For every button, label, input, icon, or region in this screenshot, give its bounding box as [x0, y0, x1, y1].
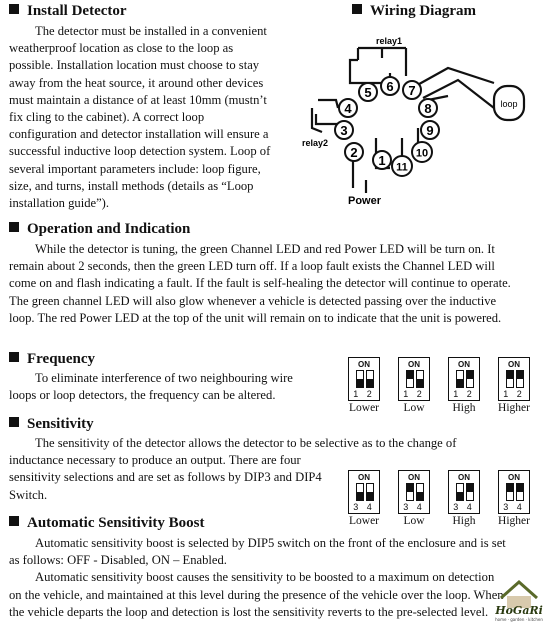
loop-coil	[494, 86, 524, 120]
text-line: weatherproof location as close to the loop as	[9, 41, 234, 56]
power-label: Power	[348, 195, 382, 207]
text-line: remain about 2 seconds, then the green LED turn off. If a loop fault exists the Channel LED will	[9, 259, 495, 274]
dip-switch-1	[506, 370, 514, 388]
terminal-2	[345, 143, 363, 161]
terminal-3	[335, 121, 353, 139]
svg-text:3: 3	[340, 123, 348, 138]
sensitivity-dip-low	[398, 470, 430, 514]
frequency-dip-low	[398, 357, 430, 401]
dip-switch-knob	[517, 484, 523, 492]
wiring-diagram	[298, 28, 538, 213]
frequency-dip-lower	[348, 357, 380, 401]
sensitivity-dip-settings	[344, 470, 544, 530]
terminal-7	[403, 81, 421, 99]
text-line: inductance necessary to produce an output. There are four	[9, 453, 301, 468]
dip-switch-knob	[407, 484, 413, 492]
text-line: the vehicle departs the loop and detection is lost the sensitivity reverts to the pre-selected level.	[9, 604, 489, 619]
frequency-dip-high	[448, 357, 480, 401]
relay1-label: relay1	[376, 36, 403, 46]
bullet-square-icon	[9, 4, 19, 14]
bullet-square-icon	[352, 4, 362, 14]
dip-on-label: ON	[458, 473, 470, 482]
dip-switch-knob	[407, 371, 413, 379]
text-line: The sensitivity of the detector allows the detector to be selective as to the change of	[35, 436, 457, 450]
svg-text:2: 2	[350, 145, 358, 160]
dip-switch-knob	[507, 371, 513, 379]
text-line: Automatic sensitivity boost is selected by DIP5 switch on the front of the enclosure and is set	[35, 536, 506, 550]
dip-numbers: 1 2	[453, 389, 475, 399]
dip-switch-knob	[357, 379, 363, 387]
dip-switch-2	[466, 370, 474, 388]
sensitivity-dip-high	[448, 470, 480, 514]
dip-setting-label: Low	[403, 515, 425, 527]
dip-on-label: ON	[508, 360, 520, 369]
dip-switch-knob	[507, 484, 513, 492]
frequency-dip-settings	[344, 357, 544, 417]
text-line: loops or loop detectors, the frequency can be altered.	[9, 388, 276, 403]
text-line: possible. Installation location must choose to stay	[9, 58, 260, 73]
dip-switch-1	[356, 483, 364, 501]
dip-switch-knob	[357, 492, 363, 500]
dip-on-label: ON	[358, 360, 370, 369]
text-line: Automatic sensitivity boost causes the sensitivity to be boosted to a maximum on detection	[35, 570, 495, 585]
text-line: loop. The red Power LED at the top of the unit will remain on to indicate that the unit is powered.	[9, 310, 502, 325]
dip-numbers: 1 2	[353, 389, 375, 399]
text-line: size, and turns, install methods (details as “Loop	[9, 178, 254, 193]
text-line: successful inductive loop detection system. Loop of	[9, 144, 271, 159]
dip-switch-1	[506, 483, 514, 501]
text-line: must maintain a distance of at least 10mm (mustn’t	[9, 92, 267, 107]
dip-on-label: ON	[408, 360, 420, 369]
text-line: The green channel LED will also glow whenever a vehicle is detected passing over the inductive	[9, 293, 497, 308]
dip-switch-2	[416, 370, 424, 388]
svg-text:home · garden · kitchen: home · garden · kitchen	[495, 617, 543, 622]
svg-text:6: 6	[386, 79, 394, 94]
boost-heading: Automatic Sensitivity Boost	[9, 515, 205, 532]
dip-setting-label: Higher	[498, 515, 530, 527]
dip-switch-knob	[367, 492, 373, 500]
relay2-label: relay2	[302, 138, 329, 148]
terminal-10	[412, 142, 432, 162]
dip-switch-knob	[367, 379, 373, 387]
svg-text:4: 4	[344, 101, 352, 116]
dip-switch-knob	[467, 484, 473, 492]
dip-setting-label: Lower	[348, 515, 379, 527]
dip-switch-knob	[457, 492, 463, 500]
dip-setting-label: High	[452, 515, 476, 527]
dip-numbers: 3 4	[503, 502, 525, 512]
dip-switch-knob	[417, 492, 423, 500]
text-line: Switch.	[9, 487, 48, 502]
svg-text:8: 8	[424, 101, 432, 116]
bullet-square-icon	[9, 417, 19, 427]
terminal-4	[339, 99, 357, 117]
svg-text:1: 1	[378, 153, 386, 168]
sensitivity-dip-higher	[498, 470, 530, 514]
operation-paragraph	[9, 241, 539, 327]
text-line: configuration and detector installation will ensure a	[9, 127, 269, 142]
text-line: While the detector is tuning, the green Channel LED and red Power LED will be turn on. It	[35, 242, 495, 256]
text-line: as follows: OFF - Disabled, ON – Enabled.	[9, 553, 227, 568]
dip-numbers: 3 4	[453, 502, 475, 512]
text-line: away from the heat source, it around other devices	[9, 75, 264, 90]
dip-switch-knob	[467, 371, 473, 379]
bullet-square-icon	[9, 222, 19, 232]
text-line: sensitivity selections and are set as follows by DIP3 and DIP4	[9, 470, 322, 485]
dip-switch-1	[406, 483, 414, 501]
dip-switch-2	[366, 483, 374, 501]
dip-switch-2	[366, 370, 374, 388]
dip-setting-label: Higher	[498, 402, 530, 414]
dip-switch-2	[516, 483, 524, 501]
frequency-paragraph	[9, 370, 339, 404]
dip-on-label: ON	[408, 473, 420, 482]
text-line: The detector must be installed in a convenient	[35, 24, 267, 38]
svg-text:10: 10	[415, 147, 429, 160]
sensitivity-dip-lower	[348, 470, 380, 514]
dip-switch-knob	[517, 371, 523, 379]
hogari-logo-icon	[495, 576, 543, 622]
dip-on-label: ON	[458, 360, 470, 369]
install-paragraph	[9, 23, 276, 212]
dip-on-label: ON	[508, 473, 520, 482]
dip-switch-1	[356, 370, 364, 388]
text-line: on the vehicle, and maintained at this level during the presence of the vehicle over the loop. When	[9, 587, 504, 602]
terminal-11	[392, 156, 412, 176]
install-heading: Install Detector	[9, 3, 127, 20]
text-line: fix cling to the cabinet). A correct loop	[9, 109, 205, 124]
svg-text:9: 9	[426, 123, 434, 138]
text-line: several important parameters include: loop figure,	[9, 161, 261, 176]
svg-text:11: 11	[396, 161, 408, 174]
svg-text:7: 7	[408, 83, 416, 98]
frequency-heading: Frequency	[9, 351, 95, 368]
text-line: To eliminate interference of two neighbouring wire	[35, 371, 293, 385]
dip-switch-knob	[457, 379, 463, 387]
dip-switch-2	[416, 483, 424, 501]
dip-setting-label: High	[452, 402, 476, 414]
dip-setting-label: Low	[403, 402, 425, 414]
dip-switch-1	[456, 370, 464, 388]
dip-on-label: ON	[358, 473, 370, 482]
terminal-1	[373, 151, 391, 169]
bullet-square-icon	[9, 352, 19, 362]
dip-numbers: 1 2	[503, 389, 525, 399]
dip-switch-2	[466, 483, 474, 501]
terminal-9	[421, 121, 439, 139]
text-line: come on and flash indicating a fault. If the fault is self-healing the detector will continue to operate.	[9, 276, 511, 291]
terminal-8	[419, 99, 437, 117]
dip-switch-1	[406, 370, 414, 388]
frequency-dip-higher	[498, 357, 530, 401]
hogari-logo	[495, 576, 543, 622]
operation-heading: Operation and Indication	[9, 221, 190, 238]
dip-setting-label: Lower	[348, 402, 379, 414]
dip-switch-2	[516, 370, 524, 388]
boost-paragraph	[9, 535, 539, 621]
loop-label: loop	[500, 99, 518, 109]
dip-switch-knob	[417, 379, 423, 387]
text-line: installation guide”).	[9, 195, 110, 210]
dip-numbers: 3 4	[353, 502, 375, 512]
dip-switch-1	[456, 483, 464, 501]
dip-numbers: 1 2	[403, 389, 425, 399]
dip-numbers: 3 4	[403, 502, 425, 512]
svg-text:5: 5	[364, 85, 372, 100]
terminal-6	[381, 77, 399, 95]
terminal-5	[359, 83, 377, 101]
wiring-heading: Wiring Diagram	[352, 3, 476, 20]
sensitivity-heading: Sensitivity	[9, 416, 94, 433]
svg-text:HoGaRi: HoGaRi	[495, 604, 543, 617]
bullet-square-icon	[9, 516, 19, 526]
